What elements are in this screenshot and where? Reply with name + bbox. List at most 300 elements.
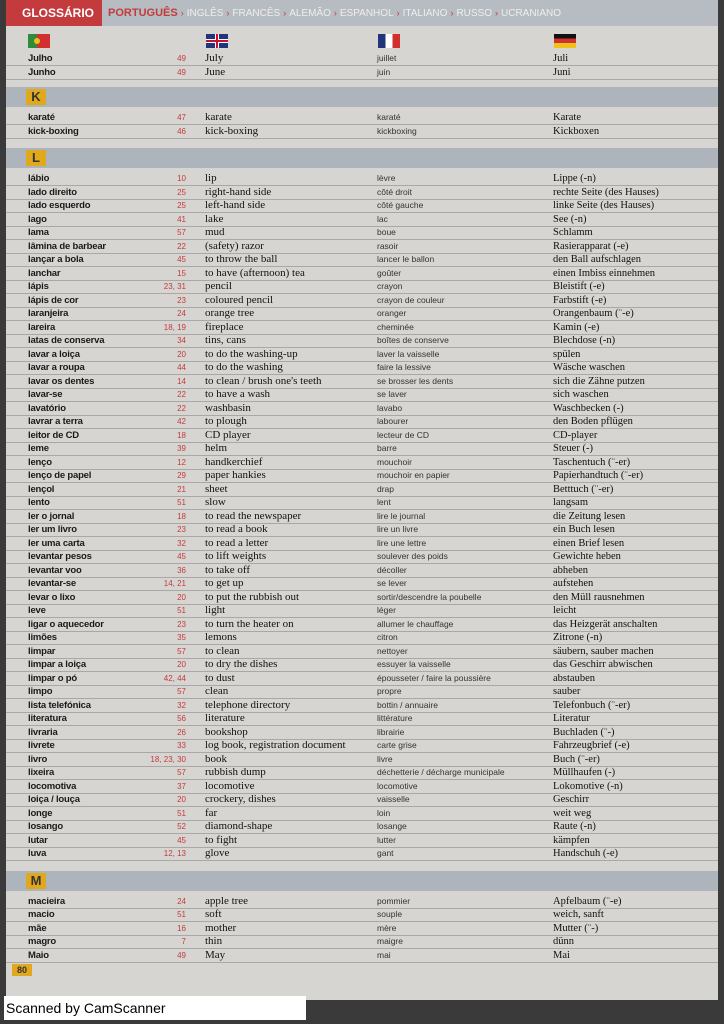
german-term: Lippe (-n) xyxy=(553,173,596,184)
glossary-entry-row xyxy=(6,456,718,470)
portuguese-term: locomotiva xyxy=(28,780,77,792)
glossary-page xyxy=(6,0,718,1000)
english-term: lake xyxy=(205,212,224,225)
portuguese-term: Junho xyxy=(28,66,56,78)
portuguese-term: mãe xyxy=(28,922,47,934)
glossary-entry-row xyxy=(6,949,718,963)
french-term: lire une lettre xyxy=(377,537,427,548)
german-term: das Heizgerät anschalten xyxy=(553,618,658,630)
glossary-entry-row xyxy=(6,935,718,949)
french-term: lire le journal xyxy=(377,510,426,521)
french-term: boue xyxy=(377,227,396,237)
glossary-entry-row xyxy=(6,253,718,267)
glossary-entry-row xyxy=(6,111,718,125)
german-term: Lokomotive (-n) xyxy=(553,780,623,792)
french-term: léger xyxy=(377,605,396,615)
french-term: décoller xyxy=(377,564,407,575)
page-reference: 24 xyxy=(177,309,186,318)
page-reference: 37 xyxy=(177,781,186,791)
page-reference: 36 xyxy=(177,565,186,575)
letter-badge: M xyxy=(26,873,46,889)
glossary-entry-row xyxy=(6,908,718,922)
portuguese-term: lavar-se xyxy=(28,389,63,400)
french-term: vaisselle xyxy=(377,794,410,804)
german-term: den Müll rausnehmen xyxy=(553,591,645,603)
french-term: lancer le ballon xyxy=(377,254,435,264)
german-term: die Zeitung lesen xyxy=(553,510,626,522)
german-term: spülen xyxy=(553,348,581,360)
page-reference: 20 xyxy=(177,795,186,804)
glossary-entry-row xyxy=(6,537,718,551)
german-term: weit weg xyxy=(553,807,592,819)
french-term: goûter xyxy=(377,267,402,278)
german-term: Papierhandtuch (¨-er) xyxy=(553,470,644,481)
german-term: Buch (¨-er) xyxy=(553,753,600,765)
english-term: to clean / brush one's teeth xyxy=(205,374,322,387)
german-term: Literatur xyxy=(553,713,590,724)
french-term: carte grise xyxy=(377,740,417,750)
french-term: cheminée xyxy=(377,321,414,332)
letter-badge: L xyxy=(26,150,46,166)
page-reference: 47 xyxy=(177,113,186,122)
english-term: to read a book xyxy=(205,523,268,535)
page-reference: 42 xyxy=(177,417,186,426)
page-reference: 44 xyxy=(177,363,186,372)
german-term: das Geschirr abwischen xyxy=(553,659,653,670)
german-term: Kickboxen xyxy=(553,125,600,137)
portuguese-term: lençol xyxy=(28,483,55,495)
page-reference: 25 xyxy=(177,201,186,210)
page-reference: 49 xyxy=(177,54,186,63)
english-term: to get up xyxy=(205,577,244,589)
german-term: aufstehen xyxy=(553,578,594,589)
english-term: bookshop xyxy=(205,725,248,738)
french-term: crayon de couleur xyxy=(377,294,445,305)
page-reference: 57 xyxy=(177,228,186,237)
page-reference: 57 xyxy=(177,768,186,777)
page-reference: 20 xyxy=(177,349,186,359)
portuguese-term: longe xyxy=(28,807,53,819)
portuguese-term: lado direito xyxy=(28,186,77,198)
german-term: Juli xyxy=(553,53,569,64)
portuguese-term: kick-boxing xyxy=(28,125,79,137)
german-term: Kamin (-e) xyxy=(553,321,600,333)
german-term: Bleistift (-e) xyxy=(553,281,605,292)
german-term: sich die Zähne putzen xyxy=(553,375,645,387)
page-reference: 51 xyxy=(177,498,186,507)
english-term: sheet xyxy=(205,482,228,495)
chevron-right-icon: › xyxy=(333,8,337,18)
english-term: to read the newspaper xyxy=(205,509,302,522)
page-reference: 57 xyxy=(177,646,186,656)
page-reference: 23 xyxy=(177,619,186,629)
english-term: tins, cans xyxy=(205,334,246,346)
chevron-right-icon: › xyxy=(226,8,230,18)
german-term: Telefonbuch (¨-er) xyxy=(553,699,631,711)
glossary-entry-row xyxy=(6,429,718,443)
portuguese-term: levar o lixo xyxy=(28,591,76,603)
portuguese-term: loiça / louça xyxy=(28,794,80,805)
language-tab: ALEMÃO xyxy=(289,7,331,19)
english-term: July xyxy=(205,52,224,64)
french-term: karaté xyxy=(377,112,401,122)
english-term: kick-boxing xyxy=(205,124,259,137)
german-term: CD-player xyxy=(553,429,598,441)
german-term: kämpfen xyxy=(553,834,590,846)
page-reference: 42, 44 xyxy=(163,673,186,683)
english-term: to dry the dishes xyxy=(205,658,278,670)
language-tab: ESPANHOL xyxy=(339,7,394,19)
page-reference: 23 xyxy=(177,295,186,305)
german-term: Orangenbaum (¨-e) xyxy=(553,308,634,319)
glossary-entry-row xyxy=(6,895,718,909)
english-term: to clean xyxy=(205,644,240,657)
german-term: leicht xyxy=(553,605,577,616)
scanner-watermark: Scanned by CamScanner xyxy=(4,996,306,1020)
glossary-entry-row xyxy=(6,672,718,686)
page-reference: 16 xyxy=(177,923,186,933)
flag-portugal-icon xyxy=(28,34,50,48)
letter-header-band xyxy=(6,871,718,891)
german-term: Taschentuch (¨-er) xyxy=(553,456,631,468)
french-term: locomotive xyxy=(377,780,418,791)
german-term: Müllhaufen (-) xyxy=(553,767,616,778)
french-term: gant xyxy=(377,848,394,858)
french-term: pommier xyxy=(377,895,411,906)
portuguese-term: lareira xyxy=(28,321,56,333)
page-reference: 12, 13 xyxy=(163,849,186,858)
glossary-entry-row xyxy=(6,348,718,362)
portuguese-term: lápis xyxy=(28,281,49,292)
french-term: losange xyxy=(377,821,407,831)
page-reference: 22 xyxy=(177,241,186,251)
english-term: washbasin xyxy=(205,401,251,414)
glossary-entry-row xyxy=(6,307,718,321)
german-term: Gewichte heben xyxy=(553,551,621,562)
portuguese-term: limpo xyxy=(28,686,53,697)
chevron-right-icon: › xyxy=(450,8,454,18)
french-term: laver la vaisselle xyxy=(377,348,440,359)
german-term: einen Imbiss einnehmen xyxy=(553,267,656,279)
page-reference: 14, 21 xyxy=(163,579,186,588)
flag-france-icon xyxy=(378,34,400,48)
german-term: sauber xyxy=(553,686,581,697)
english-term: to plough xyxy=(205,415,247,427)
portuguese-term: livrete xyxy=(28,740,55,751)
german-term: Juni xyxy=(553,66,571,78)
english-term: orange tree xyxy=(205,307,255,319)
french-term: propre xyxy=(377,686,402,696)
french-term: livre xyxy=(377,753,393,764)
language-tab: UCRANIANO xyxy=(501,7,562,19)
english-term: fireplace xyxy=(205,320,244,333)
glossary-entry-row xyxy=(6,375,718,389)
french-term: oranger xyxy=(377,308,407,318)
glossary-entry-row xyxy=(6,753,718,767)
english-term: light xyxy=(205,604,226,616)
portuguese-term: lenço xyxy=(28,456,52,468)
glossary-entry-row xyxy=(6,388,718,402)
glossary-entry-row xyxy=(6,52,718,66)
german-term: säubern, sauber machen xyxy=(553,645,654,657)
glossary-entry-row xyxy=(6,334,718,348)
french-term: kickboxing xyxy=(377,125,417,136)
page-reference: 29 xyxy=(177,471,186,480)
glossary-entry-row xyxy=(6,631,718,645)
page-reference: 46 xyxy=(177,126,186,136)
french-term: juin xyxy=(377,66,391,77)
german-term: Geschirr xyxy=(553,794,590,805)
english-term: lip xyxy=(205,172,217,184)
french-term: lèvre xyxy=(377,173,396,183)
german-term: Karate xyxy=(553,112,581,123)
section-title: GLOSSÁRIO xyxy=(6,0,102,26)
german-term: Mai xyxy=(553,949,570,961)
portuguese-term: lavar a roupa xyxy=(28,362,85,373)
page-reference: 39 xyxy=(177,444,186,453)
glossary-entry-row xyxy=(6,699,718,713)
french-term: déchetterie / décharge municipale xyxy=(377,767,505,777)
german-term: Rasierapparat (-e) xyxy=(553,240,629,252)
german-term: Waschbecken (-) xyxy=(553,402,624,414)
portuguese-term: lixeira xyxy=(28,767,55,778)
german-term: Betttuch (¨-er) xyxy=(553,483,614,495)
glossary-entry-row xyxy=(6,361,718,375)
english-term: helm xyxy=(205,442,227,454)
french-term: lac xyxy=(377,213,388,224)
portuguese-term: lápis de cor xyxy=(28,294,79,306)
language-tab: RUSSO xyxy=(456,7,492,19)
english-term: telephone directory xyxy=(205,698,291,711)
page-reference: 25 xyxy=(177,187,186,197)
glossary-entry-row xyxy=(6,125,718,139)
french-term: boîtes de conserve xyxy=(377,335,449,345)
page-reference: 35 xyxy=(177,633,186,642)
german-term: Handschuh (-e) xyxy=(553,848,619,859)
french-term: essuyer la vaisselle xyxy=(377,659,451,669)
french-term: soulever des poids xyxy=(377,551,448,561)
english-term: to do the washing-up xyxy=(205,347,298,360)
french-term: drap xyxy=(377,483,395,494)
german-term: Zitrone (-n) xyxy=(553,632,603,643)
top-navigation-bar xyxy=(6,0,718,26)
french-term: labourer xyxy=(377,416,409,426)
page-reference: 18, 19 xyxy=(163,322,186,332)
page-reference: 45 xyxy=(177,835,186,845)
glossary-entry-row xyxy=(6,172,718,186)
german-term: Mutter (¨-) xyxy=(553,922,599,934)
french-term: lutter xyxy=(377,834,396,845)
portuguese-term: limões xyxy=(28,632,57,643)
english-term: mother xyxy=(205,921,237,934)
portuguese-term: literatura xyxy=(28,713,67,724)
english-term: to throw the ball xyxy=(205,253,278,265)
french-term: épousseter / faire la poussière xyxy=(377,672,491,683)
german-term: dünn xyxy=(553,936,574,947)
glossary-entry-row xyxy=(6,685,718,699)
page-reference: 21 xyxy=(177,484,186,494)
portuguese-term: lançar a bola xyxy=(28,254,84,265)
page-reference: 51 xyxy=(177,808,186,818)
english-term: slow xyxy=(205,496,226,508)
german-term: langsam xyxy=(553,497,588,508)
flag-uk-icon xyxy=(206,34,228,48)
english-term: book xyxy=(205,752,227,765)
flag-row xyxy=(6,34,718,50)
french-term: bottin / annuaire xyxy=(377,699,438,710)
page-reference: 18, 23, 30 xyxy=(150,754,186,764)
glossary-entry-row xyxy=(6,550,718,564)
portuguese-term: lado esquerdo xyxy=(28,200,91,211)
french-term: se lever xyxy=(377,578,407,588)
german-term: See (-n) xyxy=(553,213,587,225)
portuguese-term: luva xyxy=(28,848,47,859)
portuguese-term: lista telefónica xyxy=(28,699,91,711)
english-term: crockery, dishes xyxy=(205,793,276,805)
german-term: weich, sanft xyxy=(553,909,604,920)
portuguese-term: limpar o pó xyxy=(28,672,77,684)
portuguese-term: Maio xyxy=(28,949,49,961)
portuguese-term: lâmina de barbear xyxy=(28,240,106,252)
english-term: rubbish dump xyxy=(205,766,266,778)
chevron-right-icon: › xyxy=(495,8,498,18)
page-reference: 45 xyxy=(177,552,186,561)
french-term: sortir/descendre la poubelle xyxy=(377,591,482,602)
glossary-entry-row xyxy=(6,510,718,524)
english-term: karate xyxy=(205,111,232,123)
english-term: to turn the heater on xyxy=(205,617,294,630)
english-term: soft xyxy=(205,908,222,920)
german-term: Blechdose (-n) xyxy=(553,335,616,346)
page-reference: 49 xyxy=(177,950,186,960)
glossary-entry-row xyxy=(6,213,718,227)
english-term: May xyxy=(205,948,226,961)
german-term: abheben xyxy=(553,564,588,576)
french-term: nettoyer xyxy=(377,645,408,656)
portuguese-term: Julho xyxy=(28,53,53,64)
french-term: lecteur de CD xyxy=(377,429,429,440)
german-term: abstauben xyxy=(553,672,595,684)
glossary-entry-row xyxy=(6,807,718,821)
page-reference: 34 xyxy=(177,336,186,345)
portuguese-term: lavar os dentes xyxy=(28,375,95,387)
french-term: lavabo xyxy=(377,402,403,413)
french-term: côté gauche xyxy=(377,200,424,210)
letter-badge: K xyxy=(26,89,46,105)
page-reference: 7 xyxy=(181,937,186,946)
german-term: den Boden pflügen xyxy=(553,416,633,427)
portuguese-term: magro xyxy=(28,936,57,947)
english-term: glove xyxy=(205,847,230,859)
glossary-entry-row xyxy=(6,564,718,578)
german-term: linke Seite (des Hauses) xyxy=(553,200,655,211)
portuguese-term: lavar a loiça xyxy=(28,348,80,360)
french-term: mère xyxy=(377,922,397,933)
german-term: sich waschen xyxy=(553,389,609,400)
glossary-entry-row xyxy=(6,793,718,807)
portuguese-term: lutar xyxy=(28,834,48,846)
portuguese-term: ler o jornal xyxy=(28,510,75,522)
english-term: to read a letter xyxy=(205,536,269,549)
page-reference: 20 xyxy=(177,660,186,669)
french-term: mouchoir en papier xyxy=(377,470,450,480)
english-term: literature xyxy=(205,712,245,724)
portuguese-term: lavrar a terra xyxy=(28,416,83,427)
page-reference: 12 xyxy=(177,457,186,467)
french-term: souple xyxy=(377,909,403,919)
english-term: to have (afternoon) tea xyxy=(205,266,305,279)
page-reference: 23, 31 xyxy=(163,282,186,291)
glossary-entry-row xyxy=(6,577,718,591)
glossary-entry-row xyxy=(6,226,718,240)
english-term: to have a wash xyxy=(205,388,271,400)
glossary-entry-row xyxy=(6,199,718,213)
glossary-entry-row xyxy=(6,658,718,672)
language-tab: FRANCÊS xyxy=(232,7,281,19)
french-term: loin xyxy=(377,807,391,818)
portuguese-term: leve xyxy=(28,605,46,616)
portuguese-term: ligar o aquecedor xyxy=(28,618,104,630)
glossary-entry-row xyxy=(6,240,718,254)
french-term: citron xyxy=(377,632,398,642)
glossary-entry-row xyxy=(6,834,718,848)
german-term: Steuer (-) xyxy=(553,443,593,454)
glossary-entry-row xyxy=(6,321,718,335)
german-term: Farbstift (-e) xyxy=(553,294,607,306)
german-term: Fahrzeugbrief (-e) xyxy=(553,740,630,751)
german-term: Apfelbaum (¨-e) xyxy=(553,895,622,907)
german-term: rechte Seite (des Hauses) xyxy=(553,186,659,198)
glossary-entry-row xyxy=(6,591,718,605)
portuguese-term: leitor de CD xyxy=(28,429,79,441)
french-term: mai xyxy=(377,949,391,960)
glossary-entry-row xyxy=(6,66,718,80)
chevron-right-icon: › xyxy=(396,8,400,18)
english-term: CD player xyxy=(205,428,251,441)
page-reference: 41 xyxy=(177,214,186,224)
language-tab: ITALIANO xyxy=(402,7,448,19)
language-list xyxy=(102,7,564,19)
german-term: einen Brief lesen xyxy=(553,537,625,549)
portuguese-term: lavatório xyxy=(28,402,66,414)
portuguese-term: lago xyxy=(28,213,47,225)
french-term: lent xyxy=(377,497,391,507)
english-term: locomotive xyxy=(205,779,255,792)
portuguese-term: livraria xyxy=(28,726,58,738)
glossary-entry-row xyxy=(6,645,718,659)
glossary-entry-row xyxy=(6,402,718,416)
language-tab: PORTUGUÊS xyxy=(108,7,178,19)
flag-germany-icon xyxy=(554,34,576,48)
german-term: ein Buch lesen xyxy=(553,524,615,535)
portuguese-term: macio xyxy=(28,909,55,920)
glossary-entry-row xyxy=(6,780,718,794)
german-term: Schlamm xyxy=(553,227,593,238)
english-term: left-hand side xyxy=(205,199,266,211)
glossary-entry-row xyxy=(6,496,718,510)
french-term: maigre xyxy=(377,936,403,946)
german-term: Raute (-n) xyxy=(553,821,596,832)
glossary-entry-row xyxy=(6,267,718,281)
portuguese-term: losango xyxy=(28,821,64,832)
page-reference: 18 xyxy=(177,511,186,521)
english-term: to do the washing xyxy=(205,361,283,373)
glossary-entry-row xyxy=(6,726,718,740)
portuguese-term: levantar pesos xyxy=(28,551,92,562)
page-reference: 15 xyxy=(177,268,186,278)
page-reference: 14 xyxy=(177,376,186,386)
page-reference: 33 xyxy=(177,741,186,750)
